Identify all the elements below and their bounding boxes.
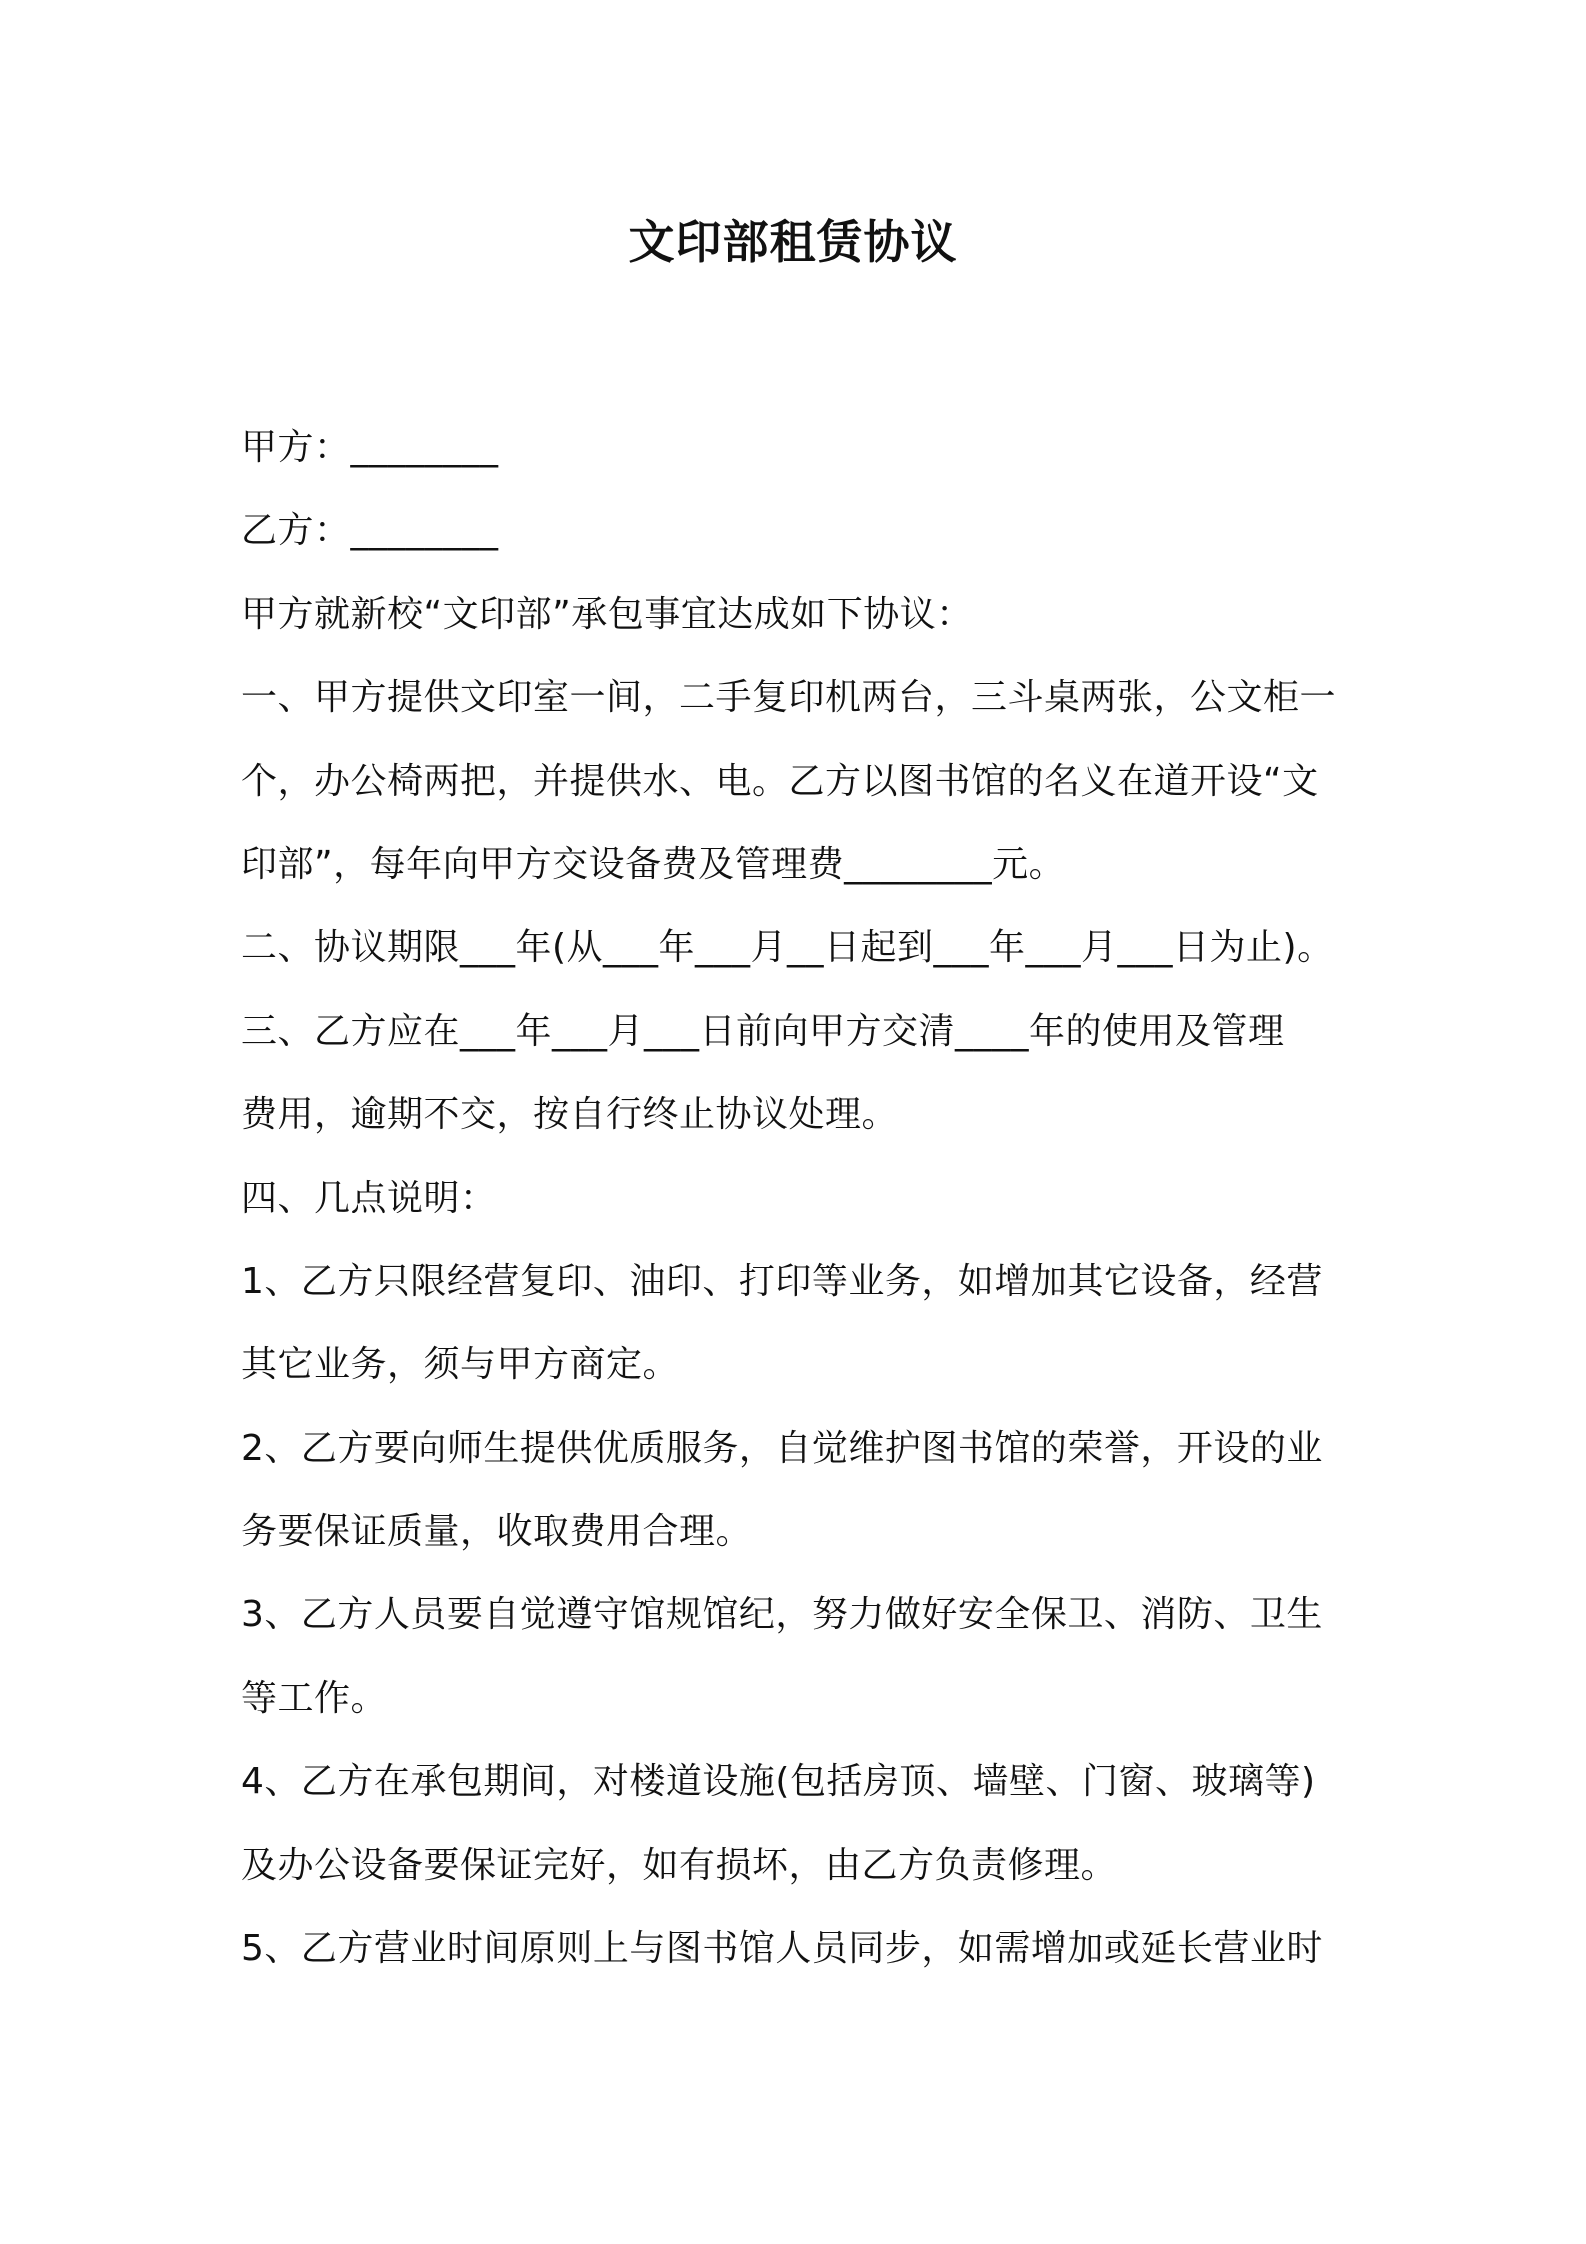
clause-1-line-3: 印部”，每年向甲方交设备费及管理费________元。 [241,843,1066,885]
item-4-line-1: 4、乙方在承包期间，对楼道设施(包括房顶、墙壁、门窗、玻璃等) [241,1761,1316,1803]
document-title: 文印部租赁协议 [628,215,958,269]
item-4-line-2: 及办公设备要保证完好，如有损坏，由乙方负责修理。 [241,1844,1118,1886]
preamble-line: 甲方就新校“文印部”承包事宜达成如下协议： [241,593,973,635]
item-1-line-2: 其它业务，须与甲方商定。 [241,1344,680,1386]
clause-3-line-2: 费用，逾期不交，按自行终止协议处理。 [241,1094,899,1136]
clause-1-line-1: 一、甲方提供文印室一间，二手复印机两台，三斗桌两张，公文柜一 [241,677,1337,719]
item-5-line-1: 5、乙方营业时间原则上与图书馆人员同步，如需增加或延长营业时 [241,1928,1323,1970]
item-2-line-1: 2、乙方要向师生提供优质服务，自觉维护图书馆的荣誉，开设的业 [241,1427,1323,1469]
item-2-line-2: 务要保证质量，收取费用合理。 [241,1511,753,1553]
clause-2-line-1: 二、协议期限___年(从___年___月__日起到___年___月___日为止)。 [241,927,1334,969]
clause-4-heading: 四、几点说明： [241,1177,497,1219]
document-body [241,406,1391,1990]
item-3-line-1: 3、乙方人员要自觉遵守馆规馆纪，努力做好安全保卫、消防、卫生 [241,1594,1323,1636]
item-3-line-2: 等工作。 [241,1677,388,1719]
party-a-line: 甲方：________ [241,427,499,468]
clause-3-line-1: 三、乙方应在___年___月___日前向甲方交清____年的使用及管理 [241,1010,1285,1052]
party-b-line: 乙方：________ [241,510,499,552]
clause-1-line-2: 个，办公椅两把，并提供水、电。乙方以图书馆的名义在道开设“文 [241,760,1319,802]
item-1-line-1: 1、乙方只限经营复印、油印、打印等业务，如增加其它设备，经营 [241,1260,1323,1302]
